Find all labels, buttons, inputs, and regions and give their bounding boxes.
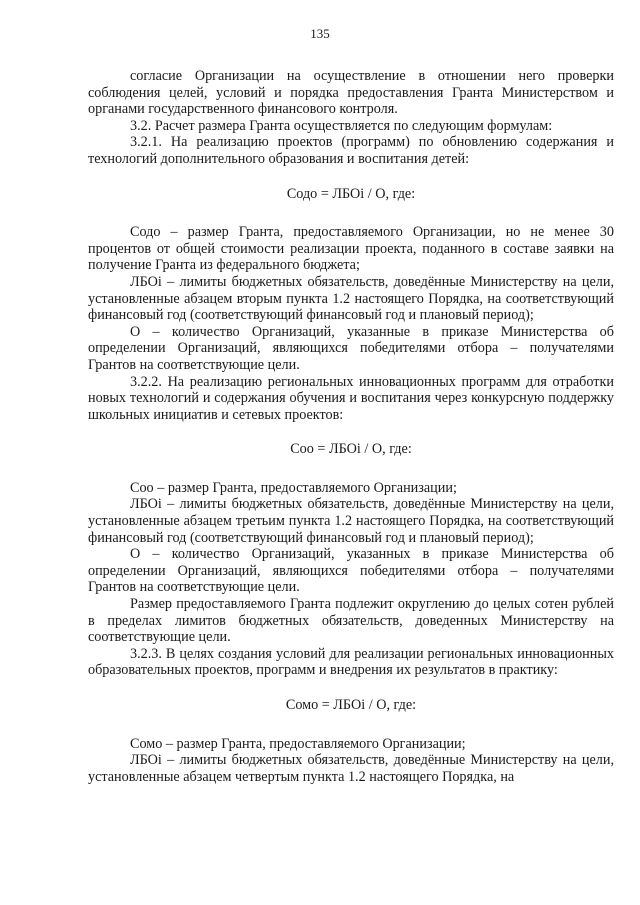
page-number: 135 [310,26,330,41]
formula: Содо = ЛБОi / О, где: [286,185,416,202]
document-body [88,68,614,785]
paragraph: Размер предоставляемого Гранта подлежит округлению до целых сотен рублей в пределах лимитов бюджетных обязательств, доведенных Министерству на соответствующие цели. [88,596,614,646]
paragraph: 3.2. Расчет размера Гранта осуществляется по следующим формулам: [130,117,553,134]
paragraph: О – количество Организаций, указанные в приказе Министерства об определении Организаций, являющихся победителями отбора – получателями Грантов на соответствующие цели. [88,323,614,373]
paragraph: ЛБОi – лимиты бюджетных обязательств, доведённые Министерству на цели, установленные абзацем четвертым пункта 1.2 настоящего Порядка, на [88,752,614,785]
paragraph: Соо – размер Гранта, предоставляемого Организации; [130,479,457,496]
paragraph: Сомо – размер Гранта, предоставляемого Организации; [130,735,466,752]
paragraph: 3.2.1. На реализацию проектов (программ) по обновлению содержания и технологий дополнительного образования и воспитания детей: [88,134,614,167]
paragraph: 3.2.2. На реализацию региональных инновационных программ для отработки новых технологий и содержания обучения и воспитания через конкурсную поддержку школьных инициатив и сетевых проектов: [88,373,614,423]
formula: Соо = ЛБОi / О, где: [290,441,412,458]
paragraph: ЛБОi – лимиты бюджетных обязательств, доведённые Министерству на цели, установленные абзацем третьим пункта 1.2 настоящего Порядка, на соответствующий финансовый год (соответствующий финансовый год и плановый период); [88,496,614,546]
paragraph: О – количество Организаций, указанных в приказе Министерства об определении Организаций, являющихся победителями отбора – получателями Грантов на соответствующие цели. [88,546,614,596]
paragraph: ЛБОi – лимиты бюджетных обязательств, доведённые Министерству на цели, установленные абзацем вторым пункта 1.2 настоящего Порядка, на соответствующий финансовый год (соответствующий финансовый год и плановый период); [88,273,614,324]
paragraph: Содо – размер Гранта, предоставляемого Организации, но не менее 30 процентов от общей стоимости реализации проекта, поданного в составе заявки на получение Гранта из федерального бюджета; [88,224,614,274]
paragraph: 3.2.3. В целях создания условий для реализации региональных инновационных образовательных проектов, программ и внедрения их результатов в практику: [88,645,614,679]
paragraph: согласие Организации на осуществление в отношении него проверки соблюдения целей, условий и порядка предоставления Гранта Министерством и органами государственного финансового контроля. [88,68,614,118]
formula: Сомо = ЛБОi / О, где: [285,697,417,713]
